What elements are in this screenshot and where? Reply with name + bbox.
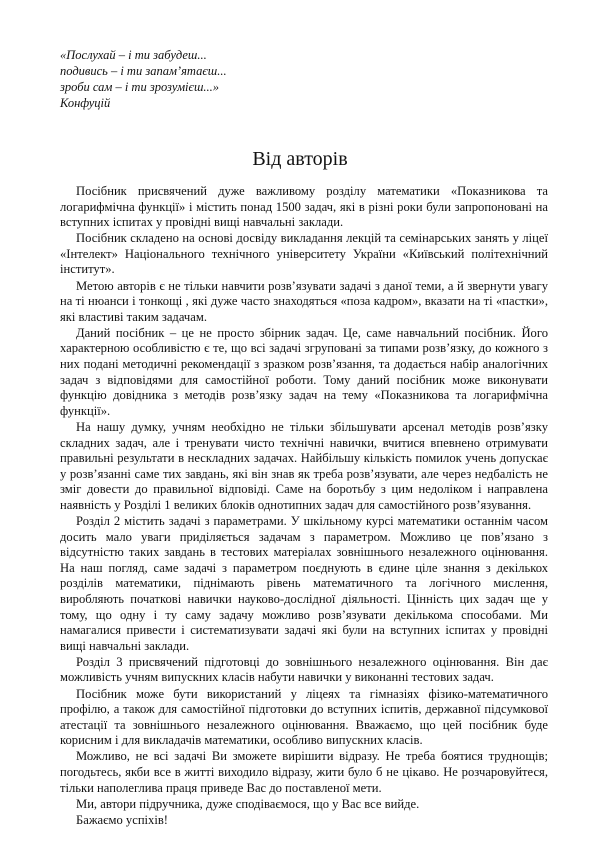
epigraph-line: «Послухай – і ти забудеш... — [60, 48, 207, 62]
paragraph: Розділ 2 містить задачі з параметрами. У шкільному курсі математики останнім часом досить мало уваги приділяється задачам з параметром. Можливо це пов’язано з відсутністю таких завдань в тестових матеріалах зовнішнього незалежного оцінювання. На наш погляд, саме задачі з параметром поєднують в єдине ціле знання з декількох розділів математики, піднімають рівень математичного та логічного мислення, виробляють початкові навички науково-дослідної діяльності. Цінність цих задач ще у тому, що одну і ту саму задачу можливо розв’язувати декількома способами. Ми намагалися привести і систематизувати задачі які були на вступних іспитах у провідні вищі навчальні заклади. — [60, 513, 548, 653]
paragraph: Бажаємо успіхів! — [76, 812, 168, 827]
epigraph — [60, 47, 227, 111]
preface-body — [60, 184, 548, 829]
paragraph: На нашу думку, учням необхідно не тільки збільшувати арсенал методів розв’язку складних задач, але і тренувати чисто технічні навички, вчитися впевнено отримувати правильні результати в нескладних задачах. Найбільшу кількість помилок учень допускає у розв’язанні саме тих завдань, які він знав як треба розв’язувати, але через недбалість не зміг довести до правильної відповіді. Саме на боротьбу з цим недоліком і направлена наявність у Розділі 1 великих блоків однотипних задач для самостійного розв’язування. — [60, 419, 548, 512]
paragraph: Розділ 3 присвячений підготовці до зовнішнього незалежного оцінювання. Він дає можливість учням випускних класів набути навички у виконанні тестових задач. — [60, 654, 548, 685]
epigraph-line: зроби сам – і ти зрозумієш...» — [60, 80, 220, 94]
paragraph: Метою авторів є не тільки навчити розв’язувати задачі з даної теми, а й звернути увагу на ті нюанси і тонкощі , які дуже часто знаходяться «поза кадром», вказати на ті «пастки», які властиві таким задачам. — [60, 278, 548, 324]
epigraph-line: подивись – і ти запам’ятаєш... — [60, 64, 227, 78]
paragraph: Можливо, не всі задачі Ви зможете вирішити відразу. Не треба боятися труднощів; погодьтесь, якби все в житті виходило відразу, жити було б не цікаво. Не розчаровуйтеся, тільки наполеглива праця приведе Вас до поставленої мети. — [60, 749, 548, 795]
page-title: Від авторів — [252, 148, 348, 170]
paragraph: Посібник присвячений дуже важливому розділу математики «Показникова та логарифмічна функції» і містить понад 1500 задач, які в різні роки були запропоновані на вступних іспитах у провідні вищі навчальні заклади. — [60, 184, 548, 230]
paragraph: Посібник може бути використаний у ліцеях та гімназіях фізико-математичного профілю, а також для самостійної підготовки до вступних іспитів, державної підсумкової атестації та зовнішнього незалежного оцінювання. Вважаємо, що цей посібник буде корисним і для викладачів математики, особливо випускних класів. — [60, 686, 548, 748]
paragraph: Ми, автори підручника, дуже сподіваємося, що у Вас все вийде. — [76, 796, 420, 811]
epigraph-author: Конфуцій — [60, 96, 111, 110]
paragraph: Даний посібник – це не просто збірник задач. Це, саме навчальний посібник. Його характерною особливістю є те, що всі задачі згруповані за типами розв’язку, до кожного з них подані методичні рекомендації з зразком розв’язання, та додається набір аналогічних задач з відповідями для самостійної роботи. Тому даний посібник може виконувати функцію довідника з методів розв’язку задач на тему «Показникова та логарифмічна функції». — [60, 325, 548, 418]
paragraph: Посібник складено на основі досвіду викладання лекцій та семінарських занять у ліцеї «Інтелект» Національного технічного університету України «Київський політехнічний інститут». — [60, 231, 548, 277]
